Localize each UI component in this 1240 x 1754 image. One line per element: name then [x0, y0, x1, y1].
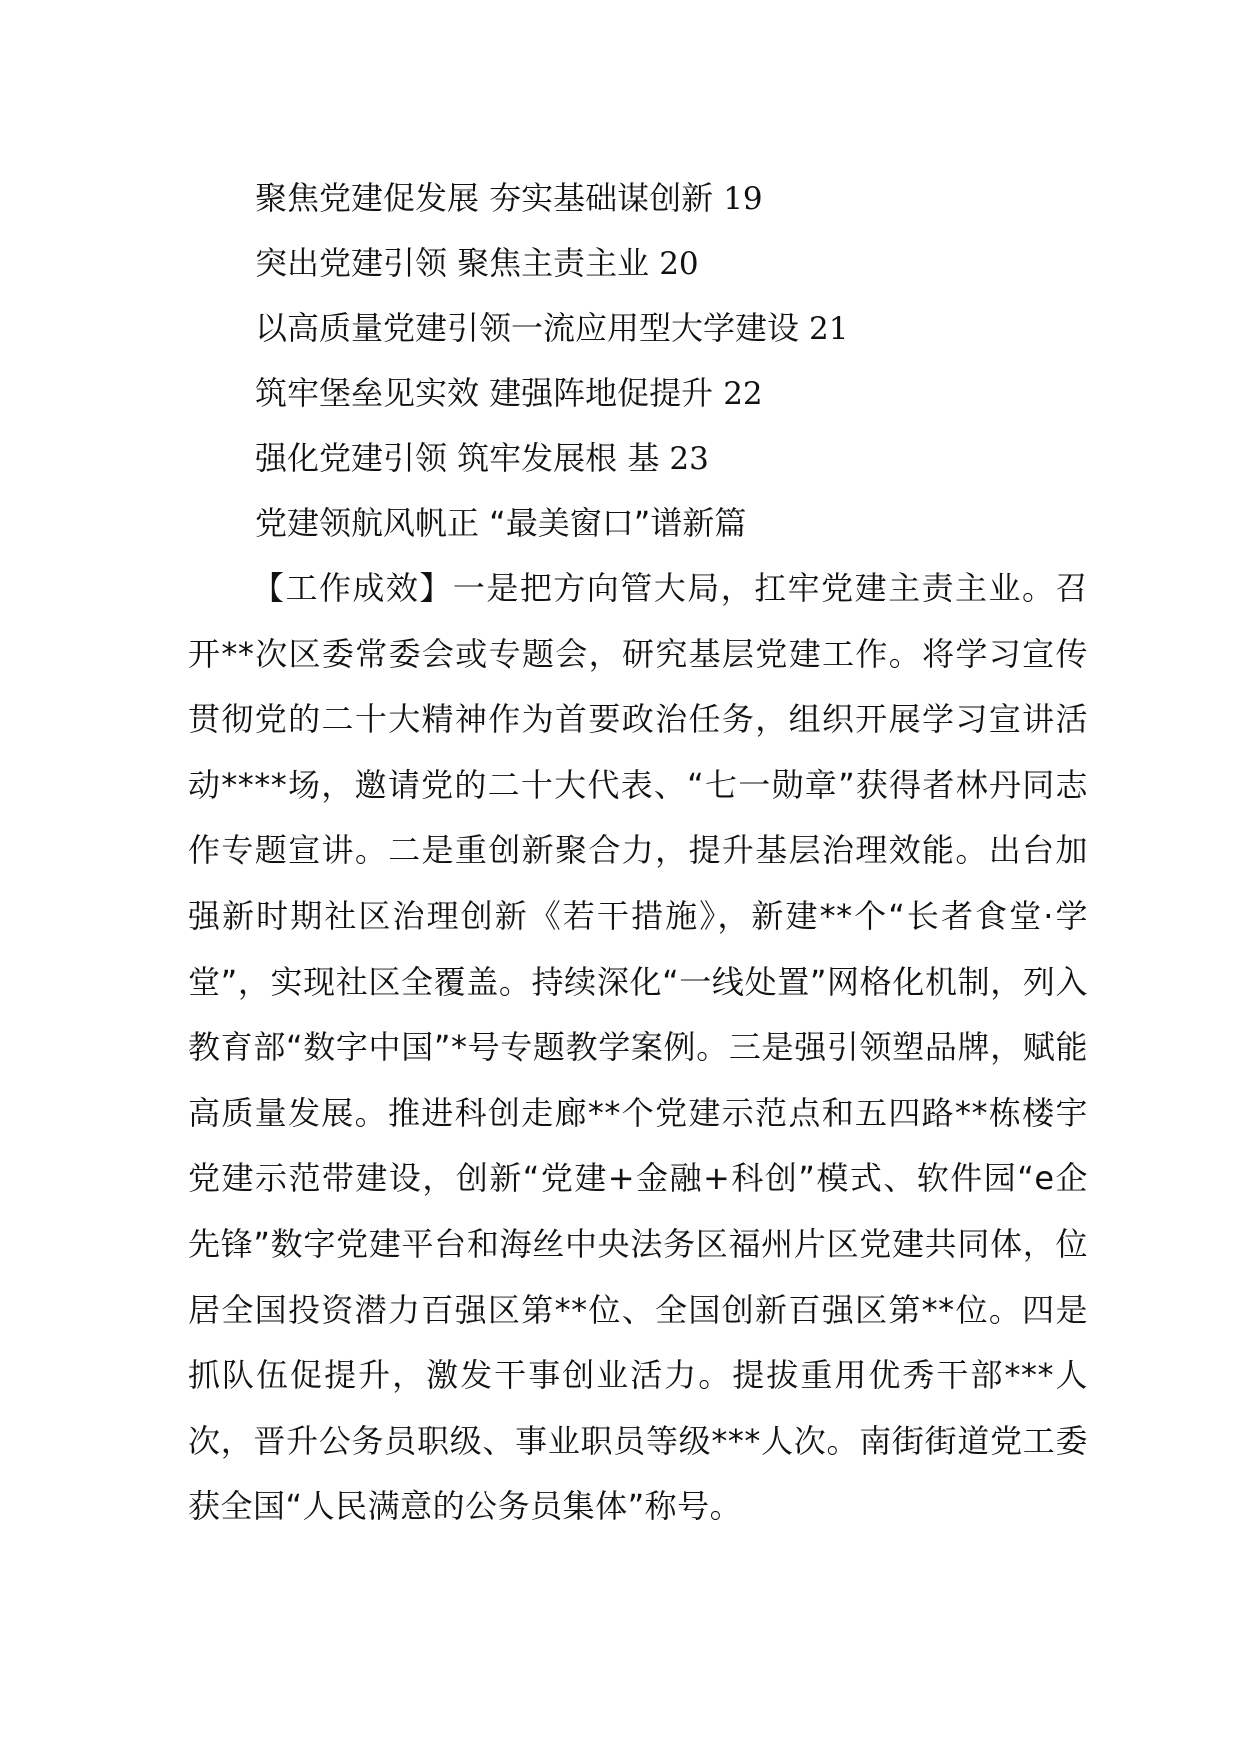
toc-item — [255, 426, 1155, 491]
table-of-contents — [255, 166, 1155, 556]
toc-item-title: 强化党建引领 筑牢发展根 基 — [255, 439, 660, 477]
toc-item — [255, 231, 1155, 296]
toc-item-title: 突出党建引领 聚焦主责主业 — [255, 244, 650, 282]
toc-item-title: 聚焦党建促发展 夯实基础谋创新 — [255, 179, 714, 217]
body-section — [188, 556, 1088, 1540]
toc-item-page: 23 — [669, 441, 709, 477]
section-heading: 【工作成效】 — [252, 569, 453, 607]
toc-item-title: 以高质量党建引领一流应用型大学建设 — [255, 309, 800, 347]
toc-item-page: 20 — [659, 246, 699, 282]
toc-item — [255, 296, 1155, 361]
toc-item — [255, 166, 1155, 231]
toc-item-page: 19 — [723, 181, 763, 217]
toc-item-page: 22 — [723, 376, 763, 412]
toc-item-title: 党建领航风帆正 “最美窗口”谱新篇 — [255, 504, 747, 542]
toc-item-page: 21 — [809, 311, 849, 347]
toc-item-title: 筑牢堡垒见实效 建强阵地促提升 — [255, 374, 714, 412]
toc-item — [255, 361, 1155, 426]
paragraph-text: 一是把方向管大局，扛牢党建主责主业。召开**次区委常委会或专题会，研究基层党建工作。将学习宣传贯彻党的二十大精神作为首要政治任务，组织开展学习宣讲活动****场，邀请党的二十大代表、“七一勋章”获得者林丹同志作专题宣讲。二是重创新聚合力，提升基层治理效能。出台加强新时期社区治理创新《若干措施》，新建**个“长者食堂·学堂”，实现社区全覆盖。持续深化“一线处置”网格化机制，列入教育部“数字中国”*号专题教学案例。三是强引领塑品牌，赋能高质量发展。推进科创走廊**个党建示范点和五四路**栋楼宇党建示范带建设，创新“党建+金融+科创”模式、软件园“e企先锋”数字党建平台和海丝中央法务区福州片区党建共同体，位居全国投资潜力百强区第**位、全国创新百强区第**位。四是抓队伍促提升，激发干事创业活力。提拔重用优秀干部***人次，晋升公务员职级、事业职员等级***人次。南街街道党工委获全国“人民满意的公务员集体”称号。 — [188, 569, 1088, 1526]
toc-item — [255, 491, 1155, 556]
body-paragraph — [188, 556, 1088, 1540]
